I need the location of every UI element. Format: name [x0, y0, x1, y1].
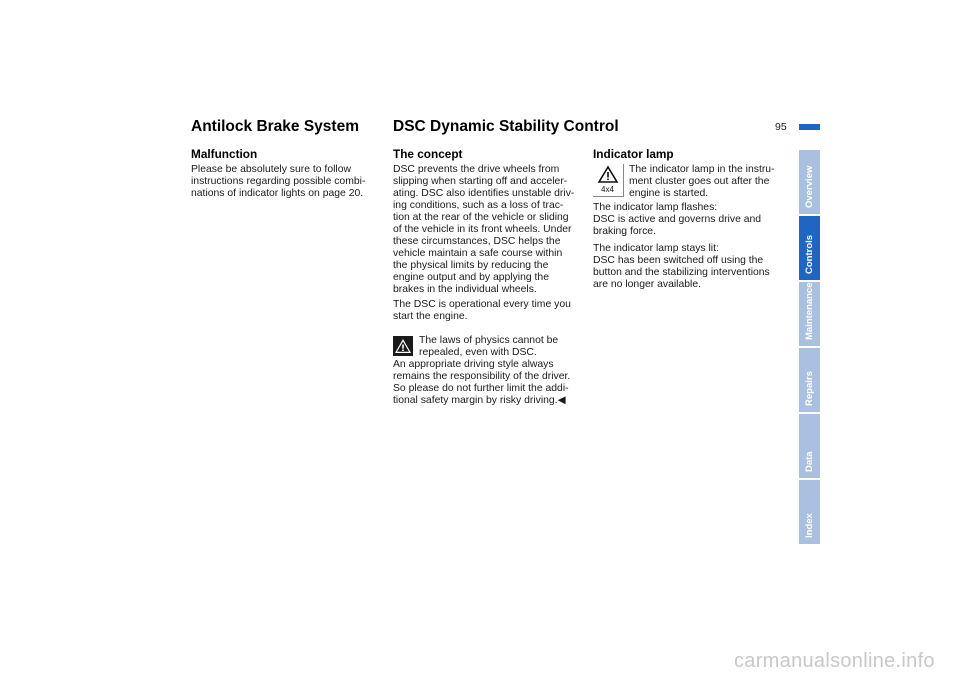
section-heading-abs: Antilock Brake System — [191, 118, 359, 135]
text-line: DSC is active and governs drive and — [593, 214, 762, 225]
text-line: The laws of physics cannot be — [419, 335, 559, 346]
text-line: the physical limits by reducing the — [393, 260, 549, 271]
text-line: button and the stabilizing interventions — [593, 267, 770, 278]
page-number: 95 — [775, 121, 787, 133]
text-line: repealed, even with DSC. — [419, 347, 537, 358]
text-line: start the engine. — [393, 311, 468, 322]
text-line: remains the responsibility of the driver. — [393, 371, 571, 382]
text-line: DSC prevents the drive wheels from — [393, 164, 560, 175]
tab-data[interactable] — [799, 414, 820, 478]
text-line: The indicator lamp stays lit: — [593, 243, 719, 254]
text-line: tion at the rear of the vehicle or sliding — [393, 212, 569, 223]
tab-label: Maintenance — [803, 282, 815, 340]
tab-index[interactable] — [799, 480, 820, 544]
section-heading-dsc: DSC Dynamic Stability Control — [393, 118, 619, 135]
text-line: engine is started. — [629, 188, 709, 199]
text-line: Please be absolutely sure to follow — [191, 164, 351, 175]
text-line: slipping when starting off and acceler- — [393, 176, 568, 187]
text-line: ing conditions, such as a loss of trac- — [393, 200, 564, 211]
text-line: tional safety margin by risky driving.◀ — [393, 395, 566, 406]
indicator-stays-lit — [593, 243, 770, 291]
tab-label: Overview — [803, 165, 815, 208]
text-line: of the vehicle in its front wheels. Under — [393, 224, 572, 235]
malfunction-text — [191, 164, 365, 200]
text-line: The DSC is operational every time you — [393, 299, 571, 310]
text-line: ment cluster goes out after the — [629, 176, 770, 187]
warning-text — [393, 359, 570, 407]
tab-label: Index — [803, 513, 815, 538]
tab-overview[interactable] — [799, 150, 820, 214]
page-marker — [799, 124, 820, 130]
subheading-indicator-lamp: Indicator lamp — [593, 147, 674, 161]
tab-maintenance[interactable] — [799, 282, 820, 346]
text-line: DSC has been switched off using the — [593, 255, 764, 266]
concept-paragraph — [393, 164, 574, 296]
text-line: these circumstances, DSC helps the — [393, 236, 561, 247]
text-line: nations of indicator lights on page 20. — [191, 188, 364, 199]
warning-icon — [393, 336, 413, 356]
subheading-concept: The concept — [393, 147, 463, 161]
text-line: braking force. — [593, 226, 656, 237]
text-line: So please do not further limit the addi- — [393, 383, 569, 394]
text-line: instructions regarding possible combi- — [191, 176, 366, 187]
tab-label: Repairs — [803, 371, 815, 406]
tab-label: Controls — [803, 234, 815, 274]
tab-label: Data — [803, 451, 815, 472]
tab-controls[interactable] — [799, 216, 820, 280]
icon-label: 4x4 — [601, 185, 614, 194]
footer-watermark: carmanualsonline.info — [734, 650, 935, 672]
indicator-intro — [629, 164, 775, 200]
subheading-malfunction: Malfunction — [191, 147, 258, 161]
text-line: are no longer available. — [593, 279, 702, 290]
indicator-flashes — [593, 202, 761, 238]
text-line: vehicle maintain a safe course within — [393, 248, 563, 259]
text-line: engine output and by applying the — [393, 272, 549, 283]
text-line: An appropriate driving style always — [393, 359, 554, 370]
warning-text-indented — [419, 335, 558, 359]
tab-repairs[interactable] — [799, 348, 820, 412]
dsc-indicator-icon — [593, 164, 624, 197]
operational-paragraph — [393, 299, 571, 323]
text-line: brakes in the individual wheels. — [393, 284, 537, 295]
text-line: The indicator lamp flashes: — [593, 202, 718, 213]
text-line: The indicator lamp in the instru- — [629, 164, 775, 175]
text-line: ating. DSC also identifies unstable driv- — [393, 188, 575, 199]
